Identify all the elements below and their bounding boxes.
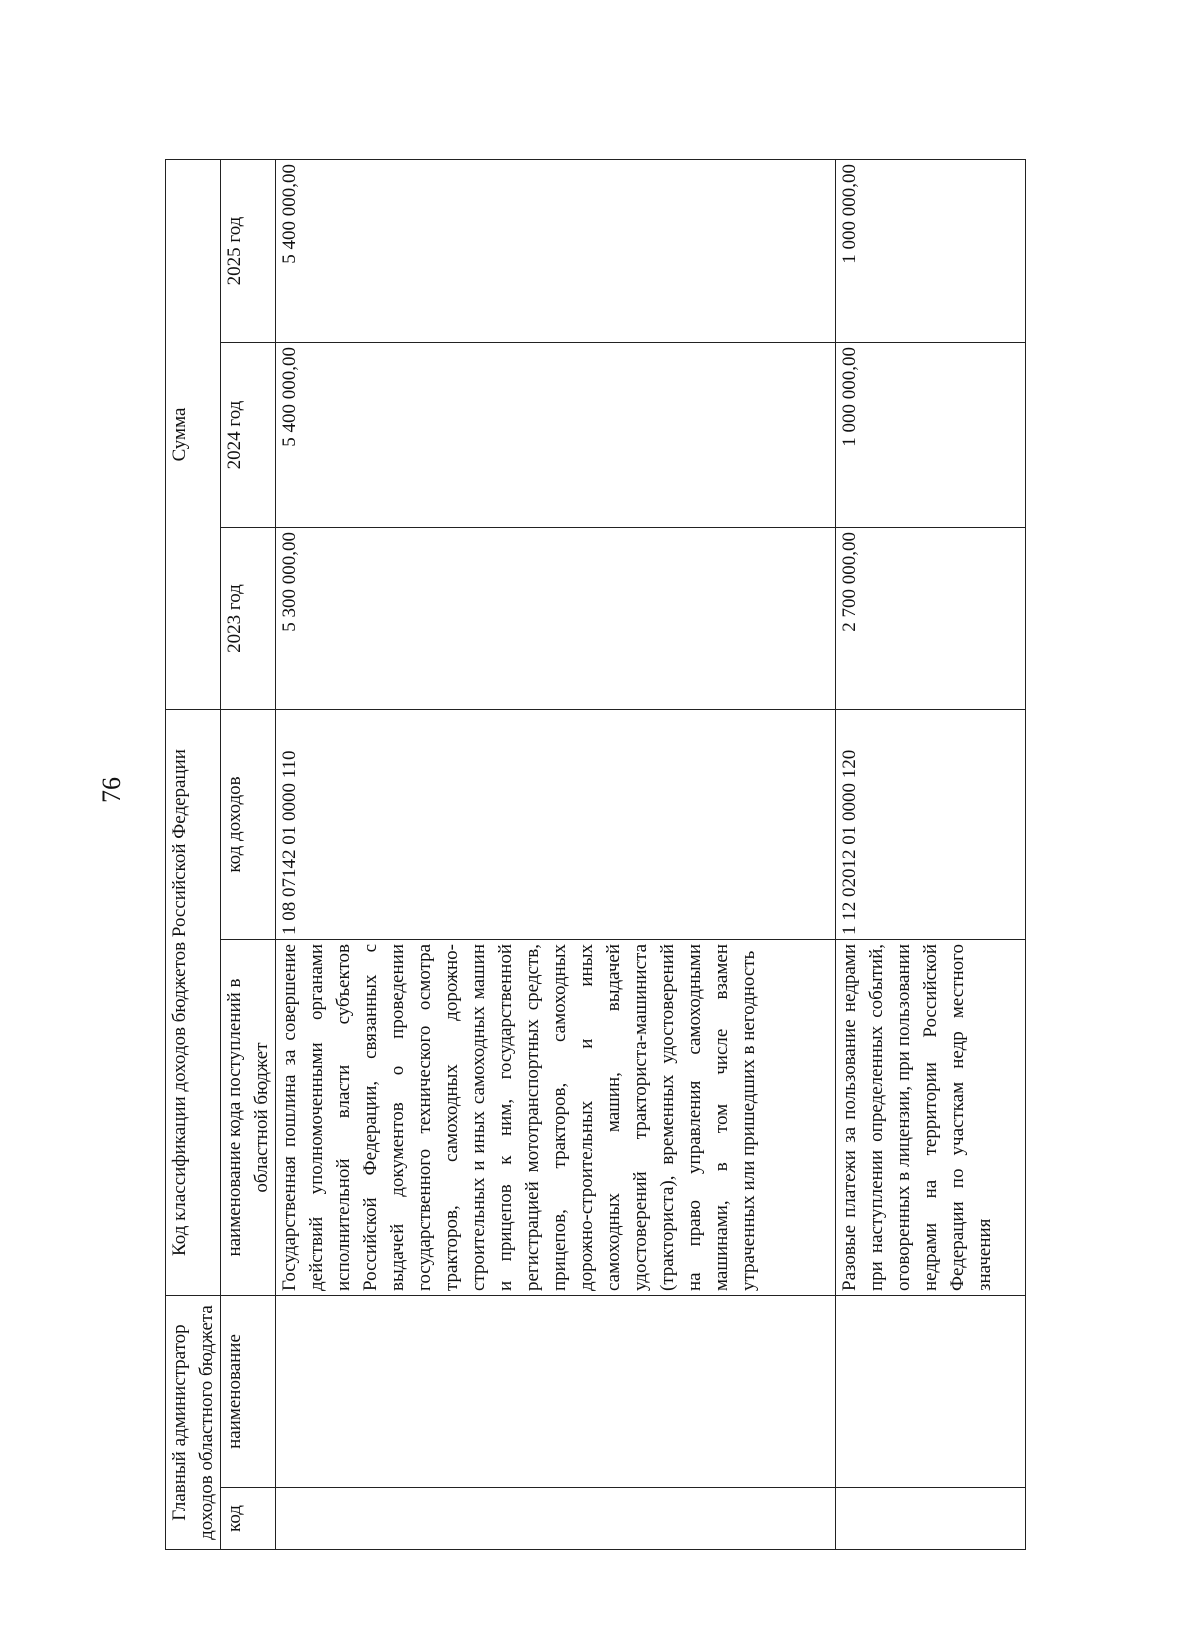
rotated-page xyxy=(97,160,1085,1550)
revenue-name-header: наименование кода поступлений в областной бюджет xyxy=(221,940,276,1296)
year-2025-header: 2025 год xyxy=(221,160,276,343)
revenue-code-cell: 1 12 02012 01 0000 120 xyxy=(836,710,1026,940)
revenue-table xyxy=(165,159,1026,1550)
admin-code-header: код xyxy=(221,1488,276,1550)
description-cell: Разовые платежи за пользование недрами при наступлении определенных событий, оговоренных в лицензии, при пользовании недрами на территории Российской Федерации по участкам недр местного значения xyxy=(836,940,1026,1296)
amount-2024-cell: 5 400 000,00 xyxy=(276,343,836,528)
description-cell: Государственная пошлина за совершение действий уполномоченными органами исполнительной власти субъектов Российской Федерации, связанных с выдачей документов о проведении государственного технического осмотра тракторов, самоходных дорожно-строительных и иных самоходных машин и прицепов к ним, государственной регистрацией мототранспортных средств, прицепов, тракторов, самоходных дорожно-строительных и иных самоходных машин, выдачей удостоверений тракториста-машиниста (тракториста), временных удостоверений на право управления самоходными машинами, в том числе взамен утраченных или пришедших в негодность xyxy=(276,940,836,1296)
amount-2023-cell: 5 300 000,00 xyxy=(276,528,836,710)
revenue-code-header: код доходов xyxy=(221,710,276,940)
admin-code-cell xyxy=(836,1488,1026,1550)
year-2023-header: 2023 год xyxy=(221,528,276,710)
page-number: 76 xyxy=(97,777,126,803)
classification-header: Код классификации доходов бюджетов Российской Федерации xyxy=(166,710,221,1296)
admin-code-cell xyxy=(276,1488,836,1550)
admin-header: Главный администратор доходов областного бюджета xyxy=(166,1296,221,1550)
admin-name-cell xyxy=(836,1296,1026,1488)
amount-2024-cell: 1 000 000,00 xyxy=(836,343,1026,528)
table-row xyxy=(276,160,836,1550)
year-2024-header: 2024 год xyxy=(221,343,276,528)
sum-header: Сумма xyxy=(166,160,221,710)
amount-2023-cell: 2 700 000,00 xyxy=(836,528,1026,710)
amount-2025-cell: 5 400 000,00 xyxy=(276,160,836,343)
amount-2025-cell: 1 000 000,00 xyxy=(836,160,1026,343)
revenue-code-cell: 1 08 07142 01 0000 110 xyxy=(276,710,836,940)
admin-name-header: наименование xyxy=(221,1296,276,1488)
table-row xyxy=(836,160,1026,1550)
admin-name-cell xyxy=(276,1296,836,1488)
